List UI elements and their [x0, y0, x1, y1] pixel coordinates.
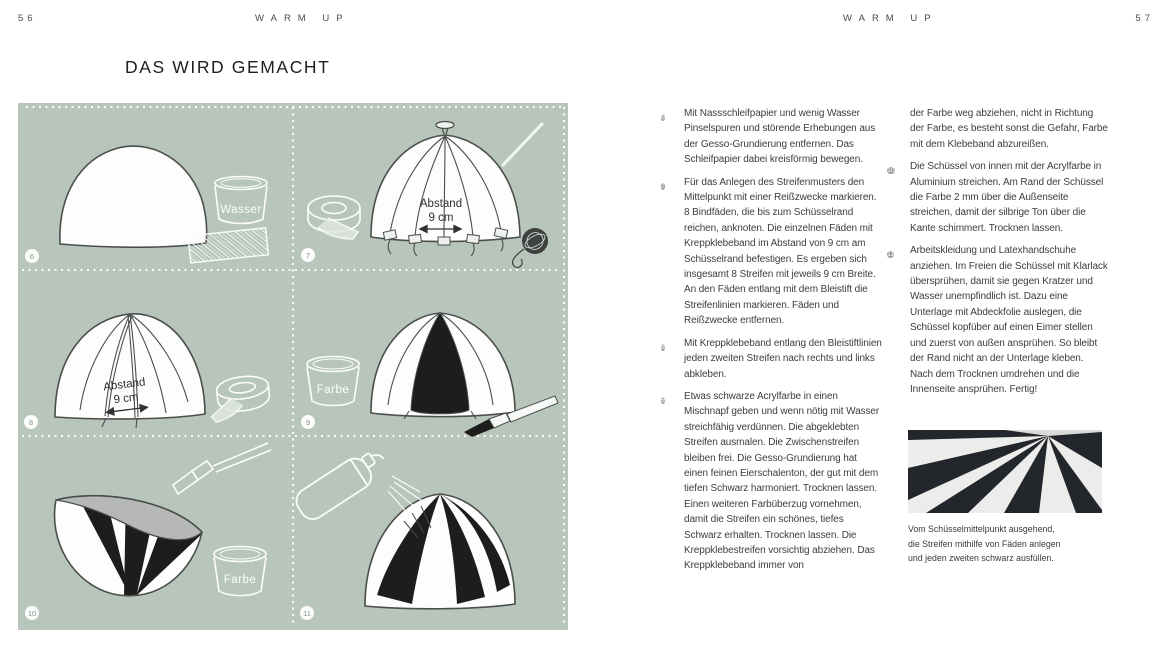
paint-brush-icon: [173, 443, 271, 494]
bowl-dome: [371, 135, 520, 242]
step-text: Die Schüssel von innen mit der Acrylfarbe in Aluminium streichen. Am Rand der Schüssel die Farbe 2 mm über die Außenseite streichen, damit der silbrige Ton über die Kante schimmert. Trocknen lassen.: [910, 161, 1104, 234]
step-number-badge: 7: [661, 182, 665, 190]
distance-value: 9 cm: [428, 212, 454, 224]
instruction-continuation: [884, 106, 1108, 152]
paint-cup-icon: [214, 547, 266, 596]
paint-cup-label: Farbe: [316, 384, 350, 396]
distance-label: Abstand: [419, 198, 463, 210]
instruction-step: [658, 175, 882, 329]
step-text: Etwas schwarze Acrylfarbe in einen Mischnapf geben und wenn nötig mit Wasser streichfähig verdünnen. Die abgeklebten Streifen ausmalen. Die Zwischenstreifen bleiben frei. Die Gesso-Grundierung hat einen feinen Eierschalenton, der gut mit dem tiefen Schwarz harmoniert. Trocknen lassen. Einen weiteren Farbüberzug vornehmen, damit die Streifen ein schönes, tiefes Schwarz erhalten. Trocknen lassen. Die Kreppklebestreifen vorsichtig abziehen. Das Kreppklebeband immer von: [684, 390, 880, 572]
step-number-badge: 6: [661, 114, 665, 121]
illustration-panel-svg: [18, 103, 568, 630]
distance-value: 9 cm: [112, 391, 140, 407]
photo-caption: [908, 522, 1093, 566]
step-badge-11-number: 11: [303, 608, 311, 618]
bowl-dome: [60, 146, 207, 247]
step-text: Mit Nassschleifpapier und wenig Wasser Pinselspuren und störende Erhebungen aus der Gesso-Grundierung entfernen. Das Schleifpapier dabei kreisförmig bewegen.: [684, 108, 876, 166]
tape-roll-icon: [207, 374, 272, 423]
step-text: Mit Kreppklebeband entlang den Bleistiftlinien jeden zweiten Streifen nach rechts und links abkleben.: [684, 337, 882, 380]
photo-caption-line: Vom Schüsselmittelpunkt ausgehend,: [908, 524, 1055, 534]
step-text: Für das Anlegen des Streifenmusters den Mittelpunkt mit einer Reißzwecke markieren. 8 Bindfäden, die bis zum Schüsselrand reichen, anknoten. Die einzelnen Fäden mit Kreppklebeband im Abstand von 9 cm am Schüsselrand befestigen. Es ergeben sich insgesamt 8 Streifen mit jeweils 9 cm Breite. An den Fäden entlang mit dem Bleistift die Streifenlinien markieren. Fäden und Reißzwecke entfernen.: [684, 176, 877, 327]
spray-can-icon: [292, 444, 392, 524]
illustration-step-8: [24, 314, 272, 429]
step-badge-9-number: 9: [305, 417, 311, 427]
distance-label: Abstand: [102, 376, 147, 394]
page-number-left: 56: [18, 13, 37, 24]
step-badge-6-number: 6: [29, 251, 35, 261]
water-cup-icon: [215, 177, 267, 224]
running-head-left: WARM UP: [255, 13, 350, 24]
step-text: Arbeitskleidung und Latexhandschuhe anziehen. Im Freien die Schüssel mit Klarlack übersprühen, damit sie gegen Kratzer und Wasser unempfindlich ist. Dazu eine Unterlage mit Abdeckfolie auslegen, die Schüssel kopfüber auf einen Eimer stellen und zuerst von außen ansprühen. So bleibt der Rand nicht an der Unterlage kleben. Nach dem Trocknen umdrehen und die Innenseite ansprühen. Fertig!: [910, 245, 1108, 395]
step-number-badge: 8: [661, 343, 665, 351]
paint-cup-icon: [307, 357, 359, 406]
step-badge-8-number: 8: [28, 417, 34, 427]
instruction-step: [658, 389, 882, 574]
instructions-column-2: [884, 106, 1108, 404]
instruction-step: [884, 243, 1108, 397]
instruction-step: [658, 336, 882, 382]
illustration-panel: [18, 103, 568, 630]
needle-icon: [503, 124, 542, 165]
thumbtack-icon: [436, 122, 454, 135]
illustration-step-9: [301, 313, 558, 437]
illustration-step-7: [301, 122, 548, 268]
page-title: DAS WIRD GEMACHT: [125, 57, 331, 77]
step-number-badge: 11: [887, 251, 895, 259]
page-number-right: 57: [1135, 13, 1154, 24]
instruction-step: [658, 106, 882, 168]
illustration-step-6: [25, 146, 268, 263]
photo-caption-line: die Streifen mithilfe von Fäden anlegen: [908, 538, 1061, 549]
running-head-right: WARM UP: [843, 13, 938, 24]
step-text: der Farbe weg abziehen, nicht in Richtung der Farbe, es besteht sonst die Gefahr, Farbe mit dem Klebeband abzureißen.: [910, 108, 1108, 150]
bowl-stripes-photo: [908, 430, 1102, 513]
tape-roll-icon: [308, 196, 360, 239]
water-cup-label: Wasser: [220, 204, 262, 216]
step-badge-10-number: 10: [27, 608, 37, 618]
step-badge-7-number: 7: [305, 250, 311, 260]
instruction-step: [884, 159, 1108, 236]
paint-cup-label: Farbe: [223, 574, 257, 586]
step-number-badge: 9: [661, 396, 665, 404]
photo-caption-line: und jeden zweiten schwarz ausfüllen.: [908, 553, 1054, 564]
bowl-stripes-photo-svg: [908, 430, 1102, 513]
step-number-badge: 10: [887, 167, 895, 175]
illustration-step-11: [292, 444, 515, 620]
instructions-column-1: [658, 106, 882, 581]
illustration-step-10: [25, 443, 271, 620]
